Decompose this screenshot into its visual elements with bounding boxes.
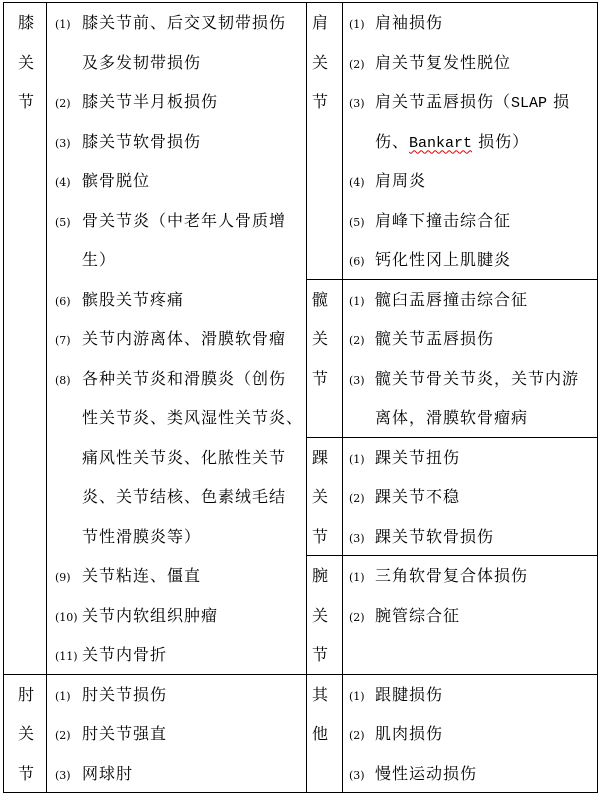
- item-text: 肩关节复发性脱位: [375, 52, 512, 72]
- item-line: [349, 280, 597, 320]
- item-text: 髋臼盂唇撞击综合征: [375, 289, 529, 309]
- joint-cell-other: [307, 675, 343, 794]
- joint-label-knee: 膝关节: [18, 13, 35, 111]
- item-line: [55, 319, 306, 359]
- item-number: (8): [55, 373, 71, 387]
- item-text: 腕管综合征: [375, 605, 461, 625]
- item-line: [55, 280, 306, 320]
- joint-cell-hip: [307, 280, 343, 438]
- joint-cell-elbow: [4, 675, 47, 794]
- item-number: (2): [55, 729, 71, 742]
- item-number: (1): [349, 689, 365, 703]
- list-item: [55, 675, 306, 715]
- item-line: [349, 754, 597, 794]
- item-line: [349, 477, 597, 517]
- injury-list-shoulder: [343, 3, 598, 280]
- item-text-continued: 痛风性关节炎、化脓性关节: [82, 447, 287, 467]
- list-item: [55, 596, 306, 636]
- list-item: [55, 754, 306, 794]
- joint-cell-wrist: [307, 556, 343, 675]
- item-number: (2): [349, 334, 365, 347]
- joint-injury-table: [3, 2, 598, 793]
- item-line: [55, 82, 306, 122]
- item-text: 关节内软组织肿瘤: [82, 605, 219, 625]
- injury-list-elbow: [47, 675, 307, 794]
- list-item: [55, 359, 306, 557]
- item-line: [55, 359, 306, 399]
- item-line: [349, 240, 597, 280]
- injury-list-hip: [343, 280, 598, 438]
- item-text-continued: 炎、关节结核、色素绒毛结: [82, 487, 287, 506]
- item-text: 三角软骨复合体损伤: [375, 566, 529, 585]
- item-line: [55, 201, 306, 241]
- item-line: [349, 43, 597, 83]
- item-number: (4): [349, 176, 365, 189]
- list-item: [349, 675, 597, 715]
- item-number: (3): [349, 373, 365, 387]
- item-text: 跟腱损伤: [375, 684, 444, 704]
- item-text: 髋关节盂唇损伤: [375, 329, 495, 348]
- item-number: (9): [55, 571, 71, 584]
- item-number: (2): [349, 57, 365, 71]
- list-item: [55, 714, 306, 754]
- list-item: [55, 319, 306, 359]
- item-line: [349, 517, 597, 557]
- joint-label-elbow: 肘关节: [18, 684, 35, 783]
- joint-label-wrist: 腕关节: [312, 566, 329, 664]
- item-text: 钙化性冈上肌腱炎: [375, 250, 512, 269]
- item-number: (5): [349, 215, 365, 229]
- item-line: [55, 596, 306, 636]
- list-item: [349, 240, 597, 280]
- item-text: 关节内骨折: [82, 645, 168, 664]
- joint-label-other: 其他: [312, 684, 329, 743]
- joint-cell-ankle: [307, 438, 343, 557]
- item-text: 慢性运动损伤: [375, 763, 478, 783]
- item-line: [349, 714, 597, 754]
- item-number: (1): [55, 18, 71, 31]
- joint-label-hip: 髋关节: [312, 289, 329, 388]
- item-number: (6): [349, 255, 365, 268]
- list-item: [55, 3, 306, 82]
- joint-cell-knee: [4, 3, 47, 675]
- item-text: 肩关节盂唇损伤（SLAP 损: [375, 92, 571, 112]
- list-item: [349, 161, 597, 201]
- item-text: 肘关节损伤: [82, 684, 168, 704]
- latin-term: Bankart: [409, 134, 473, 152]
- item-text: 关节粘连、僵直: [82, 566, 202, 585]
- list-item: [55, 280, 306, 320]
- item-line: [349, 596, 597, 636]
- item-number: (6): [55, 294, 71, 308]
- list-item: [55, 161, 306, 201]
- injury-list-other: [343, 675, 598, 794]
- list-item: [349, 477, 597, 517]
- item-line: [55, 635, 306, 675]
- item-text: 膝关节半月板损伤: [82, 92, 219, 111]
- item-line: [349, 556, 597, 596]
- list-item: [55, 201, 306, 280]
- list-item: [349, 319, 597, 359]
- item-number: (5): [55, 215, 71, 229]
- item-line: [55, 754, 306, 794]
- item-text: 关节内游离体、滑膜软骨瘤: [82, 329, 287, 348]
- item-line: [55, 675, 306, 715]
- injury-list-ankle: [343, 438, 598, 557]
- item-text: 髌骨脱位: [82, 171, 151, 190]
- item-line: [349, 201, 597, 241]
- joint-label-shoulder: 肩关节: [312, 13, 329, 111]
- item-number: (11): [55, 650, 78, 663]
- item-line: [55, 714, 306, 754]
- item-number: (1): [349, 294, 365, 308]
- item-text-continued: 伤、Bankart 损伤）: [375, 131, 530, 152]
- item-line: [349, 675, 597, 715]
- list-item: [349, 3, 597, 43]
- list-item: [349, 556, 597, 596]
- item-text-continued: 性关节炎、类风湿性关节炎、: [82, 408, 304, 427]
- item-number: (1): [349, 571, 365, 584]
- item-number: (3): [55, 136, 71, 150]
- item-number: (1): [349, 18, 365, 31]
- item-text: 膝关节前、后交叉韧带损伤: [82, 13, 287, 32]
- item-number: (1): [55, 689, 71, 703]
- item-line: [55, 3, 306, 43]
- list-item: [349, 82, 597, 161]
- item-number: (1): [349, 452, 365, 466]
- injury-list-knee: [47, 3, 307, 675]
- item-text: 踝关节软骨损伤: [375, 526, 495, 546]
- list-item: [55, 82, 306, 122]
- list-item: [349, 280, 597, 320]
- item-text: 肩峰下撞击综合征: [375, 210, 512, 230]
- item-number: (4): [55, 176, 71, 189]
- item-line: [349, 82, 597, 122]
- item-text-continued: 生）: [82, 250, 117, 269]
- item-number: (10): [55, 610, 78, 624]
- item-line: [349, 438, 597, 478]
- item-text-continued: 及多发韧带损伤: [82, 52, 202, 72]
- item-text-continued: 节性滑膜炎等）: [82, 526, 202, 546]
- injury-list-wrist: [343, 556, 598, 675]
- item-text: 膝关节软骨损伤: [82, 131, 202, 151]
- item-line: [349, 319, 597, 359]
- list-item: [349, 517, 597, 557]
- item-text-continued: 离体，滑膜软骨瘤病: [375, 408, 529, 427]
- item-line: [349, 3, 597, 43]
- item-line: [55, 122, 306, 162]
- item-text: 踝关节不稳: [375, 487, 461, 506]
- list-item: [55, 556, 306, 596]
- item-number: (3): [349, 97, 365, 110]
- item-text: 髌股关节疼痛: [82, 289, 185, 309]
- list-item: [349, 714, 597, 754]
- list-item: [349, 596, 597, 636]
- joint-label-ankle: 踝关节: [312, 447, 329, 546]
- item-number: (3): [349, 531, 365, 545]
- joint-cell-shoulder: [307, 3, 343, 280]
- item-text: 网球肘: [82, 763, 134, 783]
- item-text: 骨关节炎（中老年人骨质增: [82, 210, 287, 230]
- item-line: [349, 161, 597, 201]
- item-number: (3): [349, 768, 365, 782]
- item-line: [55, 556, 306, 596]
- list-item: [55, 122, 306, 162]
- item-text: 各种关节炎和滑膜炎（创伤: [82, 368, 287, 388]
- list-item: [55, 635, 306, 675]
- item-text: 踝关节扭伤: [375, 447, 461, 467]
- list-item: [349, 754, 597, 794]
- item-line: [349, 359, 597, 399]
- latin-term: SLAP: [511, 95, 548, 112]
- item-text: 髋关节骨关节炎，关节内游: [375, 368, 580, 388]
- item-number: (2): [349, 610, 365, 624]
- item-text: 肩周炎: [375, 171, 427, 190]
- list-item: [349, 438, 597, 478]
- item-number: (2): [349, 729, 365, 742]
- item-number: (3): [55, 768, 71, 782]
- item-number: (7): [55, 334, 71, 347]
- item-line: [55, 161, 306, 201]
- list-item: [349, 359, 597, 438]
- item-number: (2): [349, 492, 365, 505]
- item-number: (2): [55, 97, 71, 110]
- item-text: 肌肉损伤: [375, 724, 444, 743]
- list-item: [349, 201, 597, 241]
- item-text: 肘关节强直: [82, 724, 168, 743]
- list-item: [349, 43, 597, 83]
- item-text: 肩袖损伤: [375, 13, 444, 32]
